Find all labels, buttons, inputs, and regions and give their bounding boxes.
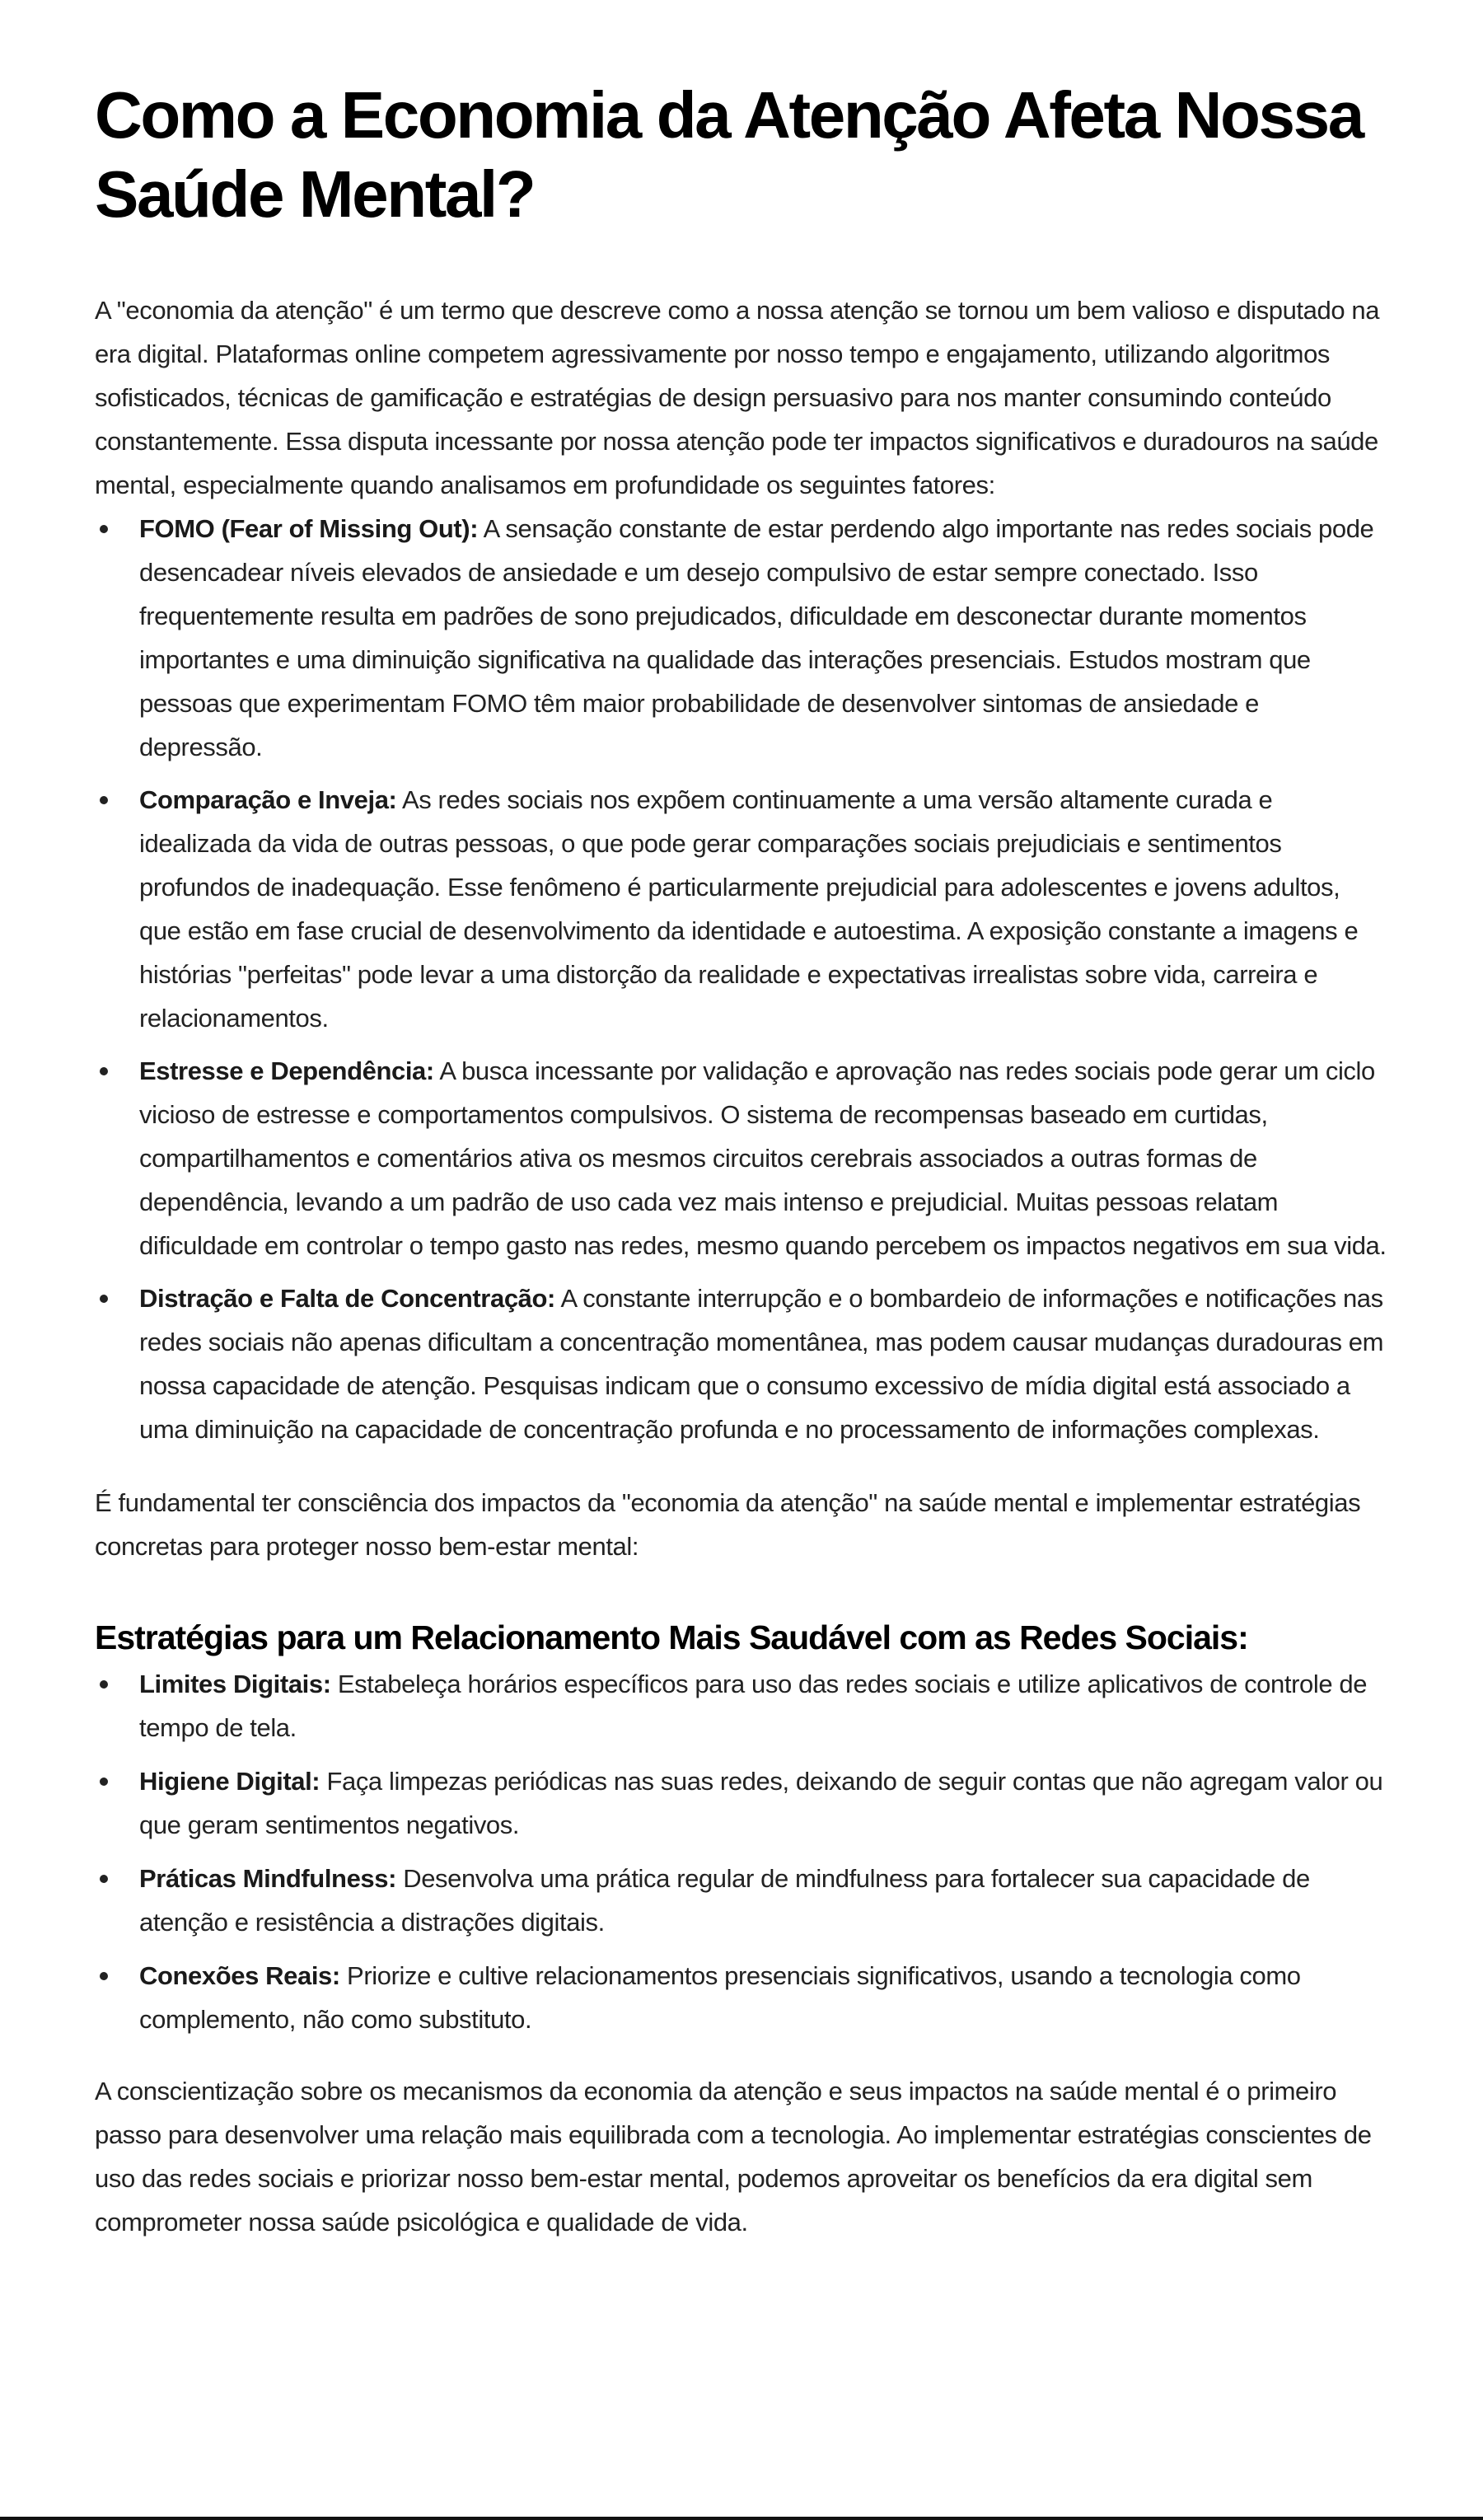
intro-paragraph: A "economia da atenção" é um termo que descreve como a nossa atenção se tornou um bem valioso e disputado na era digital. Plataformas online competem agressivamente por nosso tempo e engajamento, utilizando algoritmos sofisticados, técnicas de gamificação e estratégias de design persuasivo para nos manter consumindo conteúdo constantemente. Essa disputa incessante por nossa atenção pode ter impactos significativos e duradouros na saúde mental, especialmente quando analisamos em profundidade os seguintes fatores: bbox=[95, 296, 1380, 499]
bullet-icon bbox=[100, 1067, 108, 1075]
strategies-heading: Estratégias para um Relacionamento Mais Saudável com as Redes Sociais: bbox=[95, 1618, 1248, 1656]
list-item-text: Priorize e cultive relacionamentos presenciais significativos, usando a tecnologia como complemento, não como substituto. bbox=[139, 1961, 1301, 2034]
bullet-icon bbox=[100, 1680, 108, 1689]
page-title: Como a Economia da Atenção Afeta Nossa Saúde Mental? bbox=[95, 78, 1363, 231]
strategies-list bbox=[95, 1662, 1388, 2041]
awareness-paragraph: É fundamental ter consciência dos impactos da "economia da atenção" na saúde mental e implementar estratégias concretas para proteger nosso bem-estar mental: bbox=[95, 1488, 1361, 1561]
bullet-icon bbox=[100, 1875, 108, 1883]
list-item-fomo bbox=[95, 507, 1388, 769]
bullet-icon bbox=[100, 1972, 108, 1980]
list-item-term: Estresse e Dependência: bbox=[139, 1056, 434, 1085]
conclusion-paragraph: A conscientização sobre os mecanismos da economia da atenção e seus impactos na saúde mental é o primeiro passo para desenvolver uma relação mais equilibrada com a tecnologia. Ao implementar estratégias conscientes de uso das redes sociais e priorizar nosso bem-estar mental, podemos aproveitar os benefícios da era digital sem comprometer nossa saúde psicológica e qualidade de vida. bbox=[95, 2077, 1372, 2237]
list-item-praticas-mindfulness bbox=[95, 1857, 1388, 1944]
bottom-divider bbox=[0, 2517, 1483, 2520]
list-item-term: Conexões Reais: bbox=[139, 1961, 340, 1990]
bullet-icon bbox=[100, 1778, 108, 1786]
list-item-comparacao bbox=[95, 778, 1388, 1040]
list-item-text: A constante interrupção e o bombardeio de informações e notificações nas redes sociais não apenas dificultam a concentração momentânea, mas podem causar mudanças duradouras em nossa capacidade de atenção. Pesquisas indicam que o consumo excessivo de mídia digital está associado a uma diminuição na capacidade de concentração profunda e no processamento de informações complexas. bbox=[139, 1284, 1384, 1444]
list-item-limites-digitais bbox=[95, 1662, 1388, 1749]
list-item-term: Higiene Digital: bbox=[139, 1767, 320, 1796]
list-item-text: Desenvolva uma prática regular de mindfulness para fortalecer sua capacidade de atenção e resistência a distrações digitais. bbox=[139, 1864, 1310, 1937]
bullet-icon bbox=[100, 796, 108, 804]
list-item-text: As redes sociais nos expõem continuamente a uma versão altamente curada e idealizada da vida de outras pessoas, o que pode gerar comparações sociais prejudiciais e sentimentos profundos de inadequação. Esse fenômeno é particularmente prejudicial para adolescentes e jovens adultos, que estão em fase crucial de desenvolvimento da identidade e autoestima. A exposição constante a imagens e histórias "perfeitas" pode levar a uma distorção da realidade e expectativas irrealistas sobre vida, carreira e relacionamentos. bbox=[139, 785, 1359, 1033]
list-item-term: Limites Digitais: bbox=[139, 1670, 331, 1698]
list-item-estresse bbox=[95, 1049, 1388, 1267]
factors-list bbox=[95, 507, 1388, 1451]
list-item-text: Estabeleça horários específicos para uso das redes sociais e utilize aplicativos de controle de tempo de tela. bbox=[139, 1670, 1368, 1742]
article bbox=[95, 0, 1388, 2244]
list-item-text: Faça limpezas periódicas nas suas redes, deixando de seguir contas que não agregam valor ou que geram sentimentos negativos. bbox=[139, 1767, 1383, 1839]
list-item-term: FOMO (Fear of Missing Out): bbox=[139, 514, 479, 543]
list-item-term: Comparação e Inveja: bbox=[139, 785, 397, 814]
list-item-text: A sensação constante de estar perdendo algo importante nas redes sociais pode desencadear níveis elevados de ansiedade e um desejo compulsivo de estar sempre conectado. Isso frequentemente resulta em padrões de sono prejudicados, dificuldade em desconectar durante momentos importantes e uma diminuição significativa na qualidade das interações presenciais. Estudos mostram que pessoas que experimentam FOMO têm maior probabilidade de desenvolver sintomas de ansiedade e depressão. bbox=[139, 514, 1374, 761]
list-item-term: Distração e Falta de Concentração: bbox=[139, 1284, 555, 1313]
bullet-icon bbox=[100, 1295, 108, 1303]
bullet-icon bbox=[100, 525, 108, 533]
list-item-text: A busca incessante por validação e aprovação nas redes sociais pode gerar um ciclo vicioso de estresse e comportamentos compulsivos. O sistema de recompensas baseado em curtidas, compartilhamentos e comentários ativa os mesmos circuitos cerebrais associados a outras formas de dependência, levando a um padrão de uso cada vez mais intenso e prejudicial. Muitas pessoas relatam dificuldade em controlar o tempo gasto nas redes, mesmo quando percebem os impactos negativos em sua vida. bbox=[139, 1056, 1387, 1260]
list-item-term: Práticas Mindfulness: bbox=[139, 1864, 397, 1893]
list-item-higiene-digital bbox=[95, 1759, 1388, 1847]
list-item-conexoes-reais bbox=[95, 1954, 1388, 2041]
list-item-distracao bbox=[95, 1276, 1388, 1451]
